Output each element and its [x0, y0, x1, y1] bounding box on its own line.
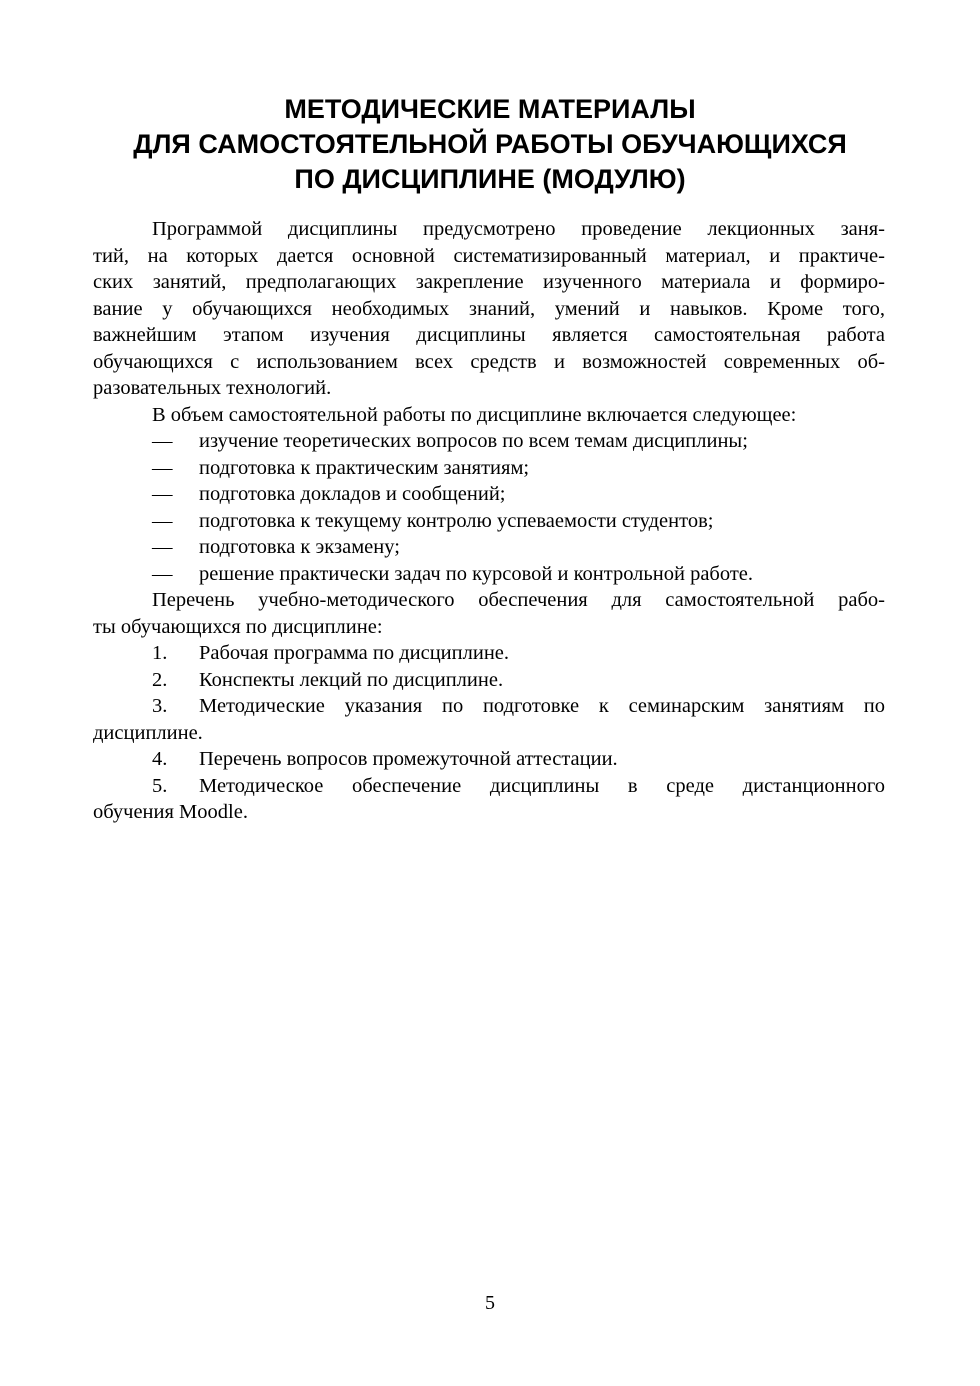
page-title — [0, 92, 980, 197]
dash-marker: — — [152, 456, 173, 479]
list-item: 5. Методическое обеспечение дисциплины в среде дистанционного — [152, 774, 885, 797]
dash-marker: — — [152, 483, 173, 505]
list-item: — подготовка к текущему контролю успеваемости студентов; — [93, 508, 885, 535]
intro-paragraph — [93, 216, 885, 402]
text-line: обучающихся с использованием всех средств и возможностей современных об- — [93, 350, 885, 373]
list-item: 3. Методические указания по подготовке к семинарским занятиям по — [152, 695, 885, 717]
text-line: важнейшим этапом изучения дисциплины является самостоятельная работа — [93, 324, 885, 346]
list-item: — подготовка к экзамену; — [93, 534, 885, 561]
list-intro — [93, 587, 885, 640]
list-item: — подготовка докладов и сообщений; — [93, 481, 885, 508]
text-line: ских занятий, предполагающих закрепление изученного материала и формиро- — [93, 271, 885, 293]
dash-marker: — — [152, 509, 173, 532]
dash-marker: — — [152, 430, 173, 452]
bullet-list — [93, 428, 885, 587]
list-item: — решение практически задач по курсовой и контрольной работе. — [93, 561, 885, 588]
numbered-list — [93, 640, 885, 826]
title-line: МЕТОДИЧЕСКИЕ МАТЕРИАЛЫ — [284, 94, 696, 124]
text-line: Перечень учебно-методического обеспечения для самостоятельной рабо- — [152, 589, 885, 611]
text-line: Программой дисциплины предусмотрено проведение лекционных заня- — [152, 218, 885, 240]
list-item: — изучение теоретических вопросов по всем темам дисциплины; — [93, 428, 885, 455]
dash-marker: — — [152, 562, 173, 585]
list-item: 4. Перечень вопросов промежуточной аттестации. — [152, 748, 618, 770]
list-item: 1. Рабочая программа по дисциплине. — [152, 642, 510, 664]
list-item-continuation: обучения Moodle. — [93, 801, 248, 823]
title-line: ПО ДИСЦИПЛИНЕ (МОДУЛЮ) — [294, 164, 686, 194]
document-body — [93, 216, 885, 826]
text-line: разовательных технологий. — [93, 377, 332, 399]
page-number: 5 — [485, 1292, 495, 1314]
text-line: вание у обучающихся необходимых знаний, умений и навыков. Кроме того, — [93, 297, 885, 320]
dash-marker: — — [152, 536, 173, 558]
text-line: ты обучающихся по дисциплине: — [93, 615, 383, 638]
scope-intro: В объем самостоятельной работы по дисциплине включается следующее: — [152, 403, 797, 426]
text-line: тий, на которых дается основной систематизированный материал, и практиче- — [93, 244, 885, 267]
list-item: 2. Конспекты лекций по дисциплине. — [152, 668, 504, 691]
title-line: ДЛЯ САМОСТОЯТЕЛЬНОЙ РАБОТЫ ОБУЧАЮЩИХСЯ — [133, 129, 847, 159]
list-item-continuation: дисциплине. — [93, 721, 203, 744]
list-item: — подготовка к практическим занятиям; — [93, 455, 885, 482]
